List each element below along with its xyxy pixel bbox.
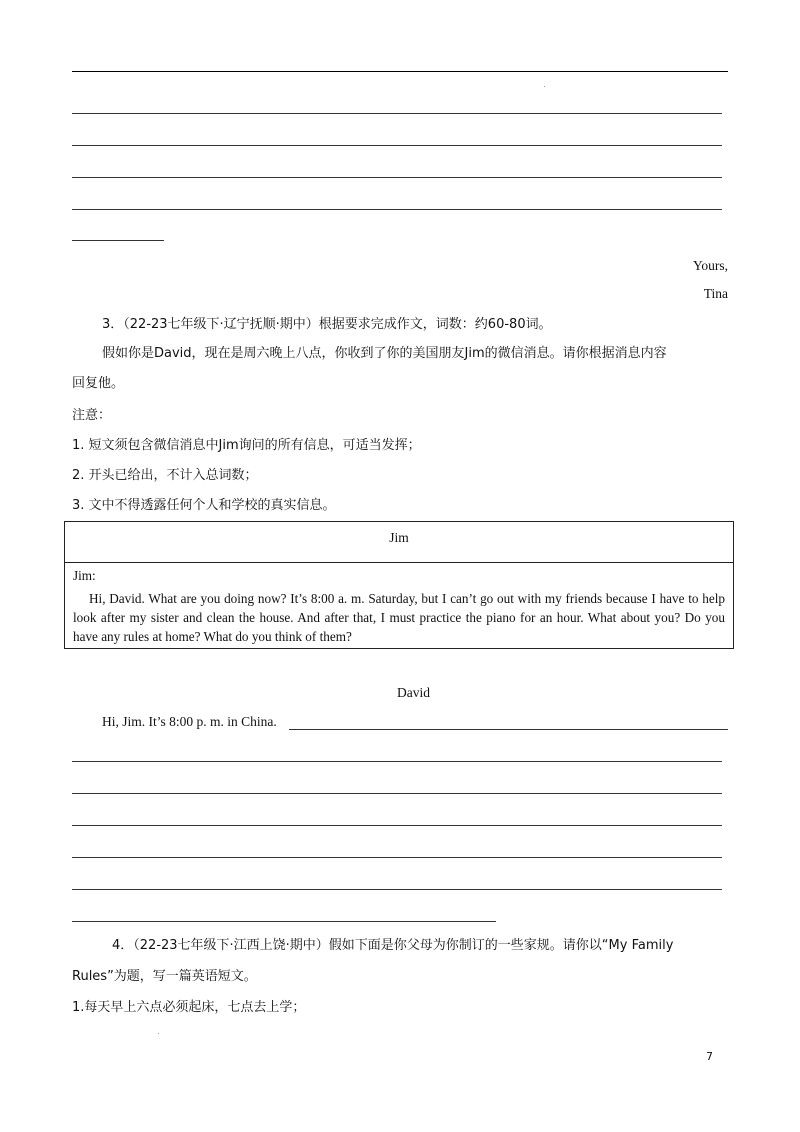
page-number: 7: [706, 1050, 713, 1063]
answer-line-short[interactable]: [72, 921, 496, 922]
chat-box: [64, 521, 734, 649]
q3-prompt-line1: 假如你是David，现在是周六晚上八点，你收到了你的美国朋友Jim的微信消息。请你根据消息内容: [102, 346, 667, 361]
chat-title: Jim: [65, 522, 733, 563]
writing-line: [72, 209, 722, 210]
scan-speck: [158, 1033, 159, 1034]
closing-name: Tina: [703, 286, 728, 301]
answer-line[interactable]: [72, 825, 722, 826]
reply-start: Hi, Jim. It’s 8:00 p. m. in China.: [102, 714, 277, 729]
q3-note-1: 1. 短文须包含微信消息中Jim询问的所有信息，可适当发挥；: [72, 438, 421, 453]
chat-body: [73, 566, 725, 646]
reply-title: David: [397, 685, 430, 700]
answer-line[interactable]: [72, 761, 722, 762]
q4-header-line2: Rules”为题，写一篇英语短文。: [72, 969, 257, 984]
chat-message: Hi, David. What are you doing now? It’s 8:00 a. m. Saturday, but I can’t go out with my friends because I have to help look after my sister and clean the house. And after that, I must practice the piano for an hour. What about you? Do you have any rules at home? What do you think of them?: [73, 591, 725, 644]
q3-note-3: 3. 文中不得透露任何个人和学校的真实信息。: [72, 498, 336, 513]
answer-line[interactable]: [72, 857, 722, 858]
q3-note-title: 注意：: [72, 408, 112, 423]
answer-line[interactable]: [72, 793, 722, 794]
closing-yours: Yours,: [692, 258, 728, 273]
q4-header: 4．（22-23七年级下·江西上饶·期中）假如下面是你父母为你制订的一些家规。请你以“My Family: [112, 938, 674, 953]
writing-line: [72, 113, 722, 114]
answer-line[interactable]: [289, 729, 728, 730]
q4-rule-1: 1.每天早上六点必须起床，七点去上学；: [72, 1000, 306, 1015]
writing-line-short: [72, 240, 164, 241]
q3-note-2: 2. 开头已给出，不计入总词数；: [72, 468, 258, 483]
chat-sender: Jim:: [73, 568, 96, 583]
q3-header: 3．（22-23七年级下·辽宁抚顺·期中）根据要求完成作文，词数：约60-80词。: [102, 317, 552, 332]
scan-speck: [544, 86, 545, 87]
writing-line: [72, 145, 722, 146]
answer-line[interactable]: [72, 889, 722, 890]
top-rule: [72, 71, 728, 72]
q3-prompt-line2: 回复他。: [72, 376, 125, 391]
writing-line: [72, 177, 722, 178]
